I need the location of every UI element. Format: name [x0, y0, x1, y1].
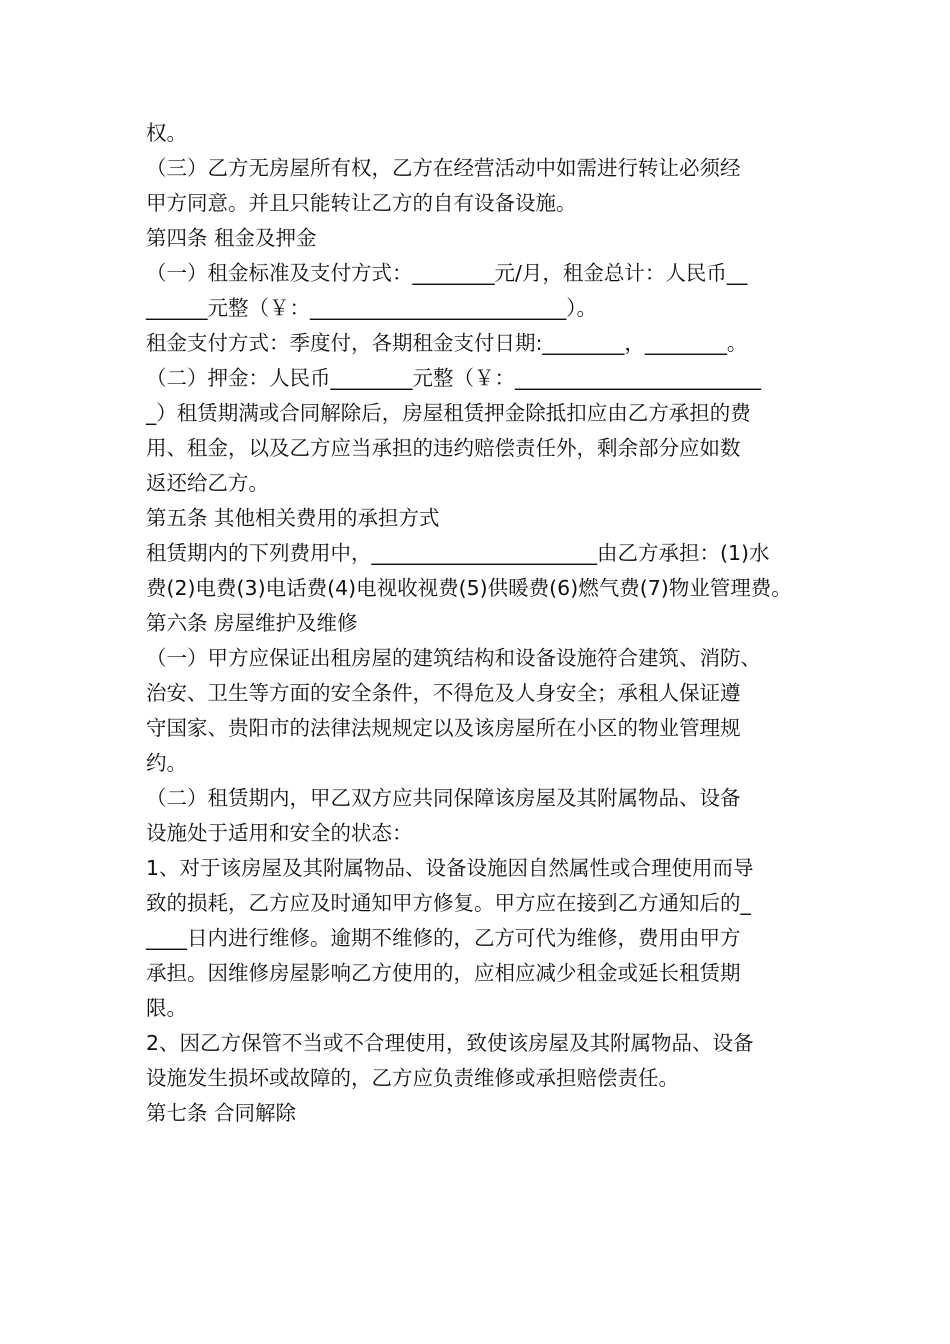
text-line: 租赁期内的下列费用中，______________________由乙方承担：(1)水 — [146, 541, 770, 565]
text-line: 治安、卫生等方面的安全条件，不得危及人身安全；承租人保证遵 — [146, 681, 741, 705]
text-line: （一）租金标准及支付方式：________元/月，租金总计：人民币__ — [146, 261, 748, 285]
section-heading: 第六条 房屋维护及维修 — [146, 611, 358, 635]
text-line: 设施发生损坏或故障的，乙方应负责维修或承担赔偿责任。 — [146, 1066, 679, 1090]
section-heading: 第四条 租金及押金 — [146, 226, 317, 250]
text-line: 承担。因维修房屋影响乙方使用的，应相应减少租金或延长租赁期 — [146, 961, 741, 985]
text-line: 致的损耗，乙方应及时通知甲方修复。甲方应在接到乙方通知后的_ — [146, 891, 751, 915]
text-line: 甲方同意。并且只能转让乙方的自有设备设施。 — [146, 191, 577, 215]
text-line: ______元整（￥：_________________________）。 — [146, 296, 597, 320]
section-heading: 第五条 其他相关费用的承担方式 — [146, 506, 440, 530]
text-line: （二）押金：人民币________元整（￥：________________________ — [146, 366, 761, 390]
document-body — [146, 116, 826, 1131]
text-line: （二）租赁期内，甲乙双方应共同保障该房屋及其附属物品、设备 — [146, 786, 741, 810]
text-line: _）租赁期满或合同解除后，房屋租赁押金除抵扣应由乙方承担的费 — [146, 401, 751, 425]
text-line: 限。 — [146, 996, 187, 1020]
text-line: 租金支付方式：季度付，各期租金支付日期:________，________。 — [146, 331, 748, 355]
text-line: 用、租金，以及乙方应当承担的违约赔偿责任外，剩余部分应如数 — [146, 436, 741, 460]
text-line: （一）甲方应保证出租房屋的建筑结构和设备设施符合建筑、消防、 — [146, 646, 761, 670]
text-line: 权。 — [146, 121, 187, 145]
text-line: 2、因乙方保管不当或不合理使用，致使该房屋及其附属物品、设备 — [146, 1031, 754, 1055]
text-line: ____日内进行维修。逾期不维修的，乙方可代为维修，费用由甲方 — [146, 926, 741, 950]
text-line: 守国家、贵阳市的法律法规规定以及该房屋所在小区的物业管理规 — [146, 716, 741, 740]
text-line: 约。 — [146, 751, 187, 775]
text-line: 费(2)电费(3)电话费(4)电视收视费(5)供暖费(6)燃气费(7)物业管理费。 — [146, 576, 792, 600]
text-line: 返还给乙方。 — [146, 471, 269, 495]
section-heading: 第七条 合同解除 — [146, 1101, 297, 1125]
text-line: 设施处于适用和安全的状态： — [146, 821, 413, 845]
text-line: 1、对于该房屋及其附属物品、设备设施因自然属性或合理使用而导 — [146, 856, 754, 880]
text-line: （三）乙方无房屋所有权，乙方在经营活动中如需进行转让必须经 — [146, 156, 741, 180]
